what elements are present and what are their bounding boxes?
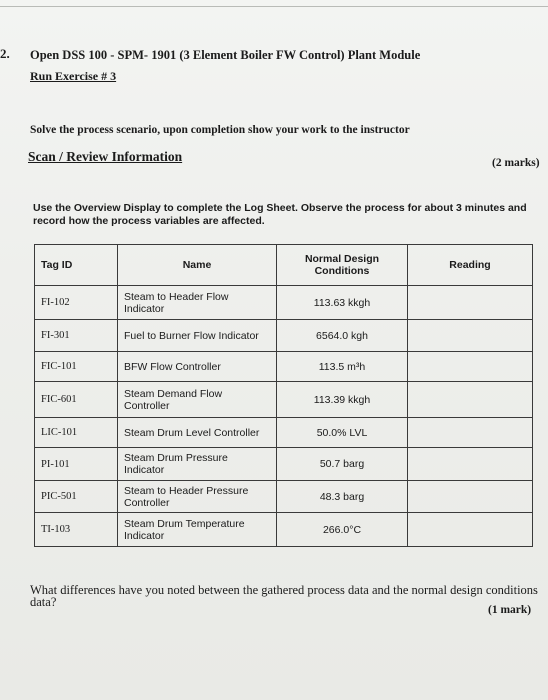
reading-cell[interactable] — [408, 481, 533, 513]
question-title: Open DSS 100 - SPM- 1901 (3 Element Boiler FW Control) Plant Module — [30, 48, 421, 62]
top-rule — [0, 6, 548, 7]
reading-cell[interactable] — [408, 418, 533, 448]
table-row — [35, 352, 533, 382]
name-cell: Steam to Header Flow Indicator — [118, 286, 277, 320]
reading-cell[interactable] — [408, 320, 533, 352]
table-row — [35, 382, 533, 418]
run-exercise-label: Run Exercise # 3 — [30, 69, 117, 83]
table-row — [35, 448, 533, 481]
condition-cell: 6564.0 kgh — [277, 320, 408, 352]
table-row — [35, 320, 533, 352]
name-cell: Steam Drum Pressure Indicator — [118, 448, 277, 481]
tag-id-cell: TI-103 — [35, 513, 118, 547]
table-row — [35, 513, 533, 547]
tag-id-cell: FI-301 — [35, 320, 118, 352]
name-cell: Steam to Header Pressure Controller — [118, 481, 277, 513]
log-sheet-instructions: Use the Overview Display to complete the Log Sheet. Observe the process for about 3 minutes and record how the process variables are affected. — [33, 202, 527, 227]
reading-cell[interactable] — [408, 286, 533, 320]
name-cell: Steam Drum Temperature Indicator — [118, 513, 277, 547]
reading-cell[interactable] — [408, 352, 533, 382]
header-normal-design-conditions: Normal Design Conditions — [277, 245, 408, 286]
name-cell: BFW Flow Controller — [118, 352, 277, 382]
followup-marks: (1 mark) — [488, 604, 532, 616]
condition-cell: 113.63 kkgh — [277, 286, 408, 320]
reading-cell[interactable] — [408, 513, 533, 547]
question-number: 2. — [0, 46, 10, 61]
followup-question: What differences have you noted between the gathered process data and the normal design conditions data? — [30, 583, 538, 609]
tag-id-cell: FI-102 — [35, 286, 118, 320]
section-marks: (2 marks) — [492, 157, 540, 169]
name-cell: Fuel to Burner Flow Indicator — [118, 320, 277, 352]
tag-id-cell: FIC-601 — [35, 382, 118, 418]
reading-cell[interactable] — [408, 382, 533, 418]
tag-id-cell: PI-101 — [35, 448, 118, 481]
section-heading: Scan / Review Information — [28, 149, 183, 164]
tag-id-cell: LIC-101 — [35, 418, 118, 448]
condition-cell: 50.0% LVL — [277, 418, 408, 448]
condition-cell: 113.5 m³h — [277, 352, 408, 382]
header-reading: Reading — [408, 245, 533, 286]
tag-id-cell: PIC-501 — [35, 481, 118, 513]
header-name: Name — [118, 245, 277, 286]
log-sheet-table — [34, 244, 533, 547]
condition-cell: 266.0°C — [277, 513, 408, 547]
name-cell: Steam Drum Level Controller — [118, 418, 277, 448]
table-row — [35, 418, 533, 448]
tag-id-cell: FIC-101 — [35, 352, 118, 382]
reading-cell[interactable] — [408, 448, 533, 481]
name-cell: Steam Demand Flow Controller — [118, 382, 277, 418]
condition-cell: 113.39 kkgh — [277, 382, 408, 418]
table-row — [35, 286, 533, 320]
table-header-row — [35, 245, 533, 286]
table-row — [35, 481, 533, 513]
condition-cell: 50.7 barg — [277, 448, 408, 481]
condition-cell: 48.3 barg — [277, 481, 408, 513]
header-tag-id: Tag ID — [35, 245, 118, 286]
solve-instruction: Solve the process scenario, upon completion show your work to the instructor — [30, 124, 410, 136]
